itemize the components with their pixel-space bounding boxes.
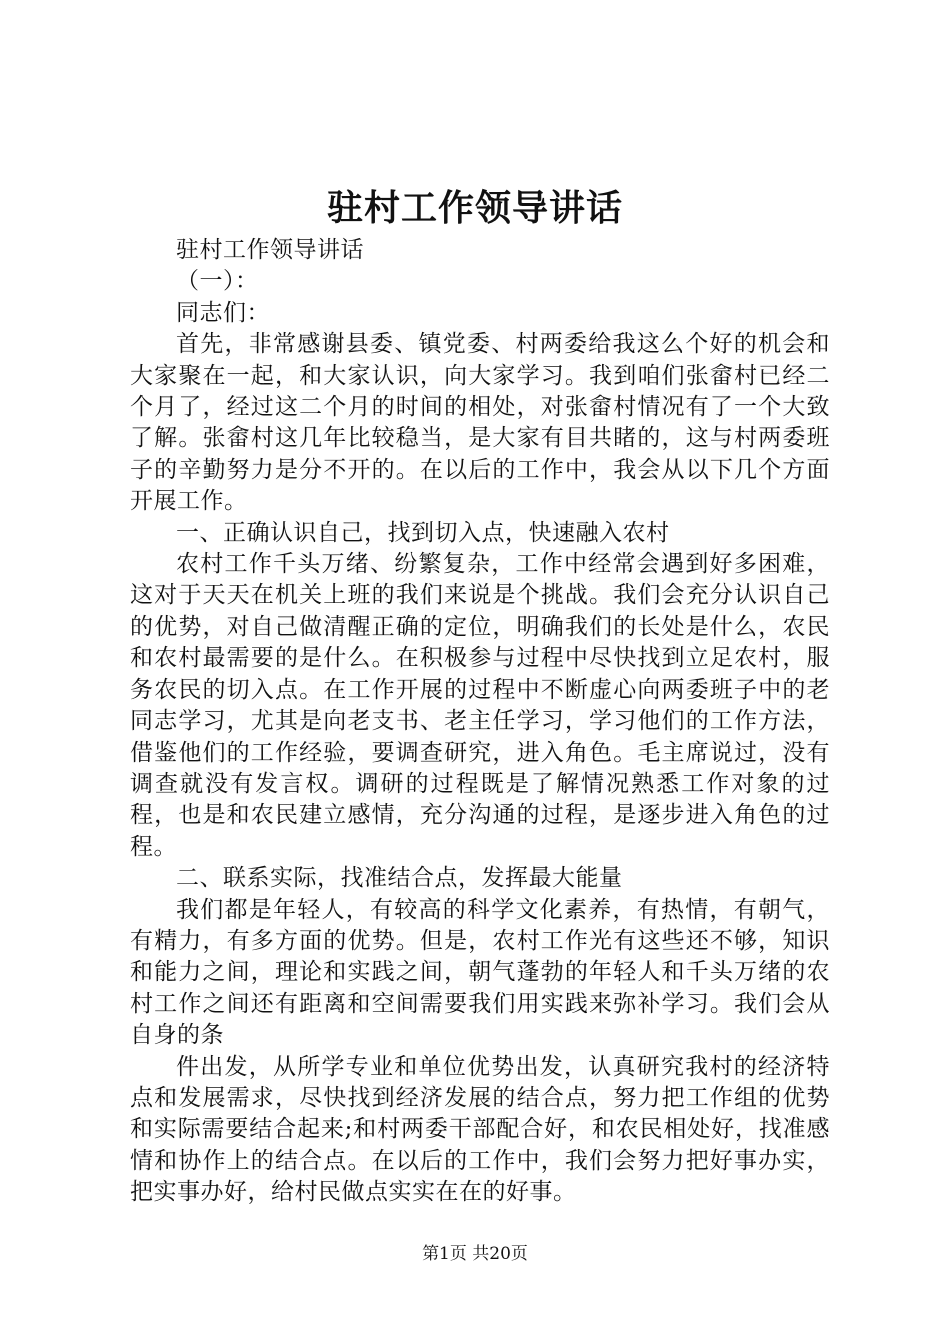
document-title: 驻村工作领导讲话	[326, 187, 623, 229]
document-body	[130, 235, 830, 1209]
paragraph-section-marker: （一）：	[176, 268, 259, 295]
page-number-footer: 第1页 共20页	[422, 1244, 528, 1264]
paragraph-section-two-part-one: 我们都是年轻人，有较高的科学文化素养，有热情，有朝气，有精力，有多方面的优势。但是，农村工作光有这些还不够，知识和能力之间，理论和实践之间，朝气蓬勃的年轻人和千头万绪的农村工作之间还有距离和空间需要我们用实践来弥补学习。我们会从自身的条	[130, 896, 830, 1049]
heading-section-two: 二、联系实际，找准结合点，发挥最大能量	[176, 865, 623, 892]
paragraph-subtitle: 驻村工作领导讲话	[176, 237, 364, 263]
paragraph-section-one: 农村工作千头万绪、纷繁复杂，工作中经常会遇到好多困难，这对于天天在机关上班的我们来说是个挑战。我们会充分认识自己的优势，对自己做清醒正确的定位，明确我们的长处是什么，农民和农村最需要的是什么。在积极参与过程中尽快找到立足农村，服务农民的切入点。在工作开展的过程中不断虚心向两委班子中的老同志学习，尤其是向老支书、老主任学习，学习他们的工作方法，借鉴他们的工作经验，要调查研究，进入角色。毛主席说过，没有调查就没有发言权。调研的过程既是了解情况熟悉工作对象的过程，也是和农民建立感情，充分沟通的过程，是逐步进入角色的过程。	[130, 551, 830, 860]
paragraph-salutation: 同志们：	[176, 299, 270, 326]
paragraph-intro: 首先，非常感谢县委、镇党委、村两委给我这么个好的机会和大家聚在一起，和大家认识，向大家学习。我到咱们张畲村已经二个月了，经过这二个月的时间的相处，对张畲村情况有了一个大致了解。张畲村这几年比较稳当，是大家有目共睹的，这与村两委班子的辛勤努力是分不开的。在以后的工作中，我会从以下几个方面开展工作。	[130, 331, 830, 515]
paragraph-section-two-part-two: 件出发，从所学专业和单位优势出发，认真研究我村的经济特点和发展需求，尽快找到经济发展的结合点，努力把工作组的优势和实际需要结合起来;和村两委干部配合好，和农民相处好，找准感情和协作上的结合点。在以后的工作中，我们会努力把好事办实，把实事办好，给村民做点实实在在的好事。	[130, 1053, 830, 1206]
heading-section-one: 一、正确认识自己，找到切入点，快速融入农村	[176, 519, 670, 546]
